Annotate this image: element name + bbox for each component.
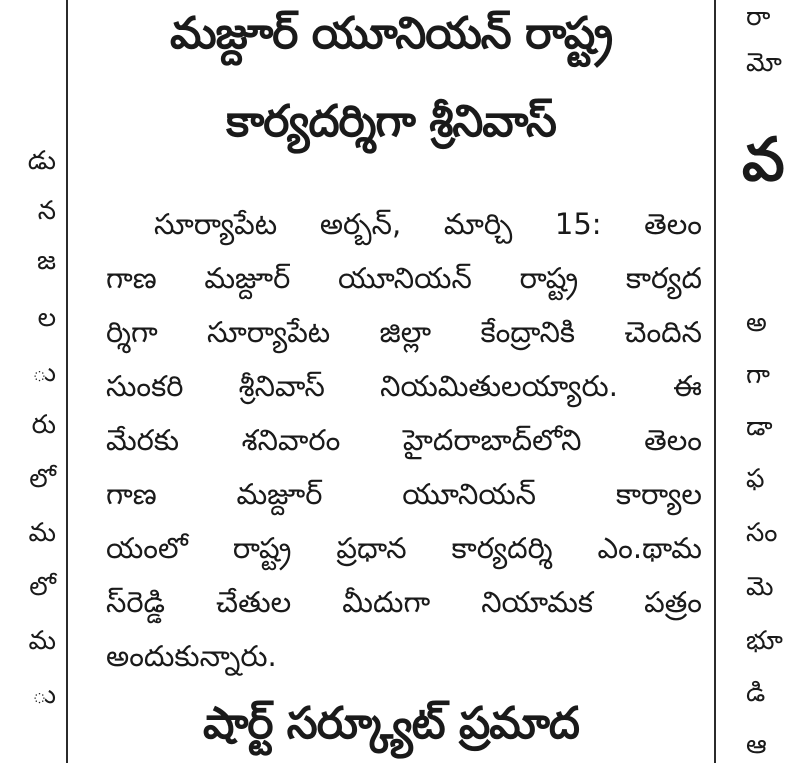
left-fragment: లో (29, 572, 56, 602)
left-fragment: న (37, 196, 56, 226)
left-fragment: రు (31, 410, 56, 440)
right-fragment: అ (746, 308, 767, 338)
body-line: మేరకు శనివారం హైదరాబాద్‌లోని తెలం (106, 423, 702, 457)
right-fragment: సం (746, 518, 778, 548)
body-line: సుంకరి శ్రీనివాస్ నియమితులయ్యారు. ఈ (106, 369, 702, 403)
body-line: గాణ మజ్దూర్ యూనియన్ కార్యాల (106, 477, 702, 511)
right-fragment: ఆ (746, 730, 767, 760)
right-fragment: డా (746, 412, 773, 442)
body-line: ర్శిగా సూర్యాపేట జిల్లా కేంద్రానికి చెందిన (106, 315, 702, 349)
left-fragment: ు (31, 358, 56, 388)
right-fragment: ఫ (746, 464, 765, 494)
body-line: అందుకున్నారు. (106, 639, 277, 673)
right-fragment: గా (746, 360, 770, 390)
body-line: సూర్యాపేట అర్బన్, మార్చి 15: తెలం (154, 207, 702, 241)
left-fragment: మ (28, 518, 56, 548)
left-column (0, 0, 60, 763)
right-column (722, 0, 800, 763)
left-fragment: డు (27, 146, 56, 176)
left-fragment: జ (36, 246, 56, 276)
right-fragment: మో (746, 48, 782, 78)
headline-line-1: మజ్దూర్ యూనియన్ రాష్ట్ర (169, 8, 613, 59)
left-fragment: లో (29, 464, 56, 494)
article-body (106, 197, 702, 683)
left-fragment: మ (28, 626, 56, 656)
next-headline: షార్ట్ సర్క్యూట్ ప్రమాద (203, 698, 579, 749)
body-line: యంలో రాష్ట్ర ప్రధాన కార్యదర్శి ఎం.థామ (106, 531, 702, 565)
right-fragment: రా (746, 2, 771, 32)
article (72, 0, 710, 763)
right-fragment: భూ (746, 626, 783, 656)
right-fragment: మె (746, 572, 774, 602)
body-line: స్‌రెడ్డి చేతుల మీదుగా నియామక పత్రం (106, 585, 702, 619)
body-line: గాణ మజ్దూర్ యూనియన్ రాష్ట్ర కార్యద (106, 261, 702, 295)
left-fragment: ు (31, 680, 56, 710)
headline-line-2: కార్యదర్శిగా శ్రీనివాస్ (226, 96, 556, 147)
column-rule-left (66, 0, 68, 763)
right-headline-fragment: వ (742, 125, 785, 195)
column-rule-right (714, 0, 716, 763)
right-fragment: డి (746, 678, 766, 708)
left-fragment: ల (37, 303, 56, 333)
